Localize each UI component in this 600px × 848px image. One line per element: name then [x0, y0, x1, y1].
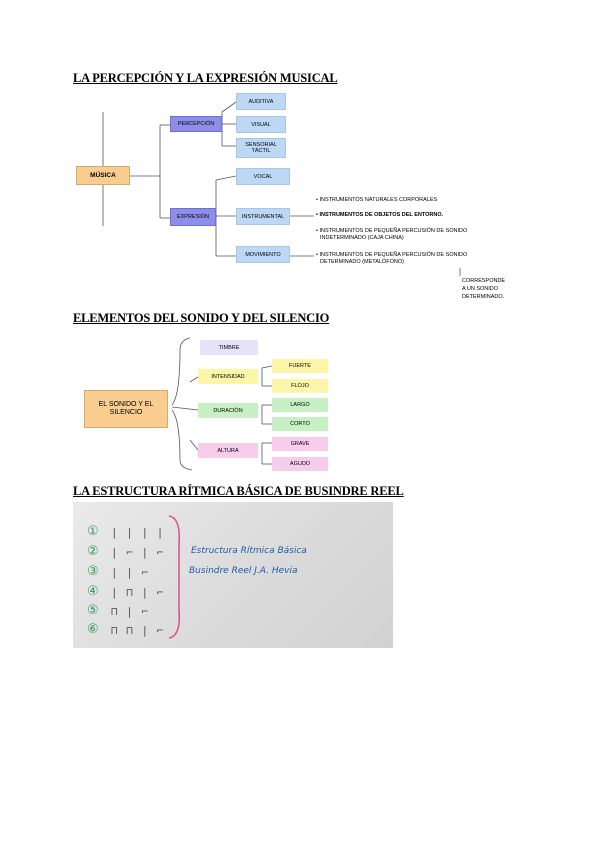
pink-brace: [167, 514, 187, 640]
estructura-title: LA ESTRUCTURA RÍTMICA BÁSICA DE BUSINDRE REEL: [73, 484, 404, 498]
rhythm-row-2: | ⌐ | ⌐: [111, 546, 165, 559]
corresponde-2: A UN SONIDO: [462, 286, 499, 292]
rhythm-row-5: ⊓ | ⌐: [111, 605, 150, 618]
sensorial-node: SENSORIAL TÁCTIL: [236, 138, 286, 158]
note-indeterminado-1: • INSTRUMENTOS DE PEQUEÑA PERCUSIÓN DE SONIDO: [316, 228, 468, 234]
fuerte-node: FUERTE: [272, 359, 328, 373]
note-indeterminado-2: INDETERMINADO (CAJA CHINA): [320, 235, 404, 241]
handwritten-line-2: Busindre Reel J.A. Hevia: [189, 566, 298, 576]
corresponde-3: DETERMINADO.: [462, 294, 505, 300]
percepcion-node: PERCEPCIÓN: [170, 116, 222, 132]
agudo-node: AGUDO: [272, 457, 328, 471]
grave-node: GRAVE: [272, 437, 328, 451]
rhythm-row-4: | ⊓ | ⌐: [111, 586, 165, 599]
handwritten-line-1: Estructura Rítmica Básica: [191, 546, 307, 556]
movimiento-node: MOVIMIENTO: [236, 246, 290, 263]
altura-node: ALTURA: [198, 443, 258, 458]
instrumental-node: INSTRUMENTAL: [236, 208, 290, 225]
note-objetos: • INSTRUMENTOS DE OBJETOS DEL ENTORNO.: [316, 212, 444, 218]
rhythm-row-3: | | ⌐: [111, 566, 150, 579]
rhythm-number-5: ⑤: [87, 603, 99, 618]
duracion-node: DURACIÓN: [198, 403, 258, 418]
musica-node: MÚSICA: [76, 166, 130, 185]
intensidad-node: INTENSIDAD: [198, 369, 258, 384]
rhythm-number-3: ③: [87, 564, 99, 579]
expresion-node: EXPRESIÓN: [170, 208, 216, 226]
elementos-title: ELEMENTOS DEL SONIDO Y DEL SILENCIO: [73, 311, 330, 325]
rhythm-number-1: ①: [87, 524, 99, 539]
timbre-node: TIMBRE: [200, 340, 258, 355]
rhythm-photo: [73, 502, 393, 648]
largo-node: LARGO: [272, 398, 328, 412]
rhythm-number-6: ⑥: [87, 622, 99, 637]
vocal-node: VOCAL: [236, 168, 290, 185]
percepcion-title: LA PERCEPCIÓN Y LA EXPRESIÓN MUSICAL: [73, 71, 338, 85]
rhythm-row-1: | | | |: [111, 526, 165, 539]
rhythm-row-6: ⊓ ⊓ | ⌐: [111, 624, 165, 637]
note-determinado-1: • INSTRUMENTOS DE PEQUEÑA PERCUSIÓN DE SONIDO: [316, 252, 468, 258]
sonido-silencio-node: EL SONIDO Y EL SILENCIO: [84, 390, 168, 428]
visual-node: VISUAL: [236, 116, 286, 133]
flojo-node: FLOJO: [272, 379, 328, 393]
note-determinado-2: DETERMINADO (METALÓFONO): [320, 259, 404, 265]
corresponde-1: CORRESPONDE: [462, 278, 506, 284]
rhythm-number-2: ②: [87, 544, 99, 559]
corto-node: CORTO: [272, 417, 328, 431]
rhythm-number-4: ④: [87, 584, 99, 599]
auditiva-node: AUDITIVA: [236, 93, 286, 110]
note-naturales: • INSTRUMENTOS NATURALES CORPORALES: [316, 197, 438, 203]
